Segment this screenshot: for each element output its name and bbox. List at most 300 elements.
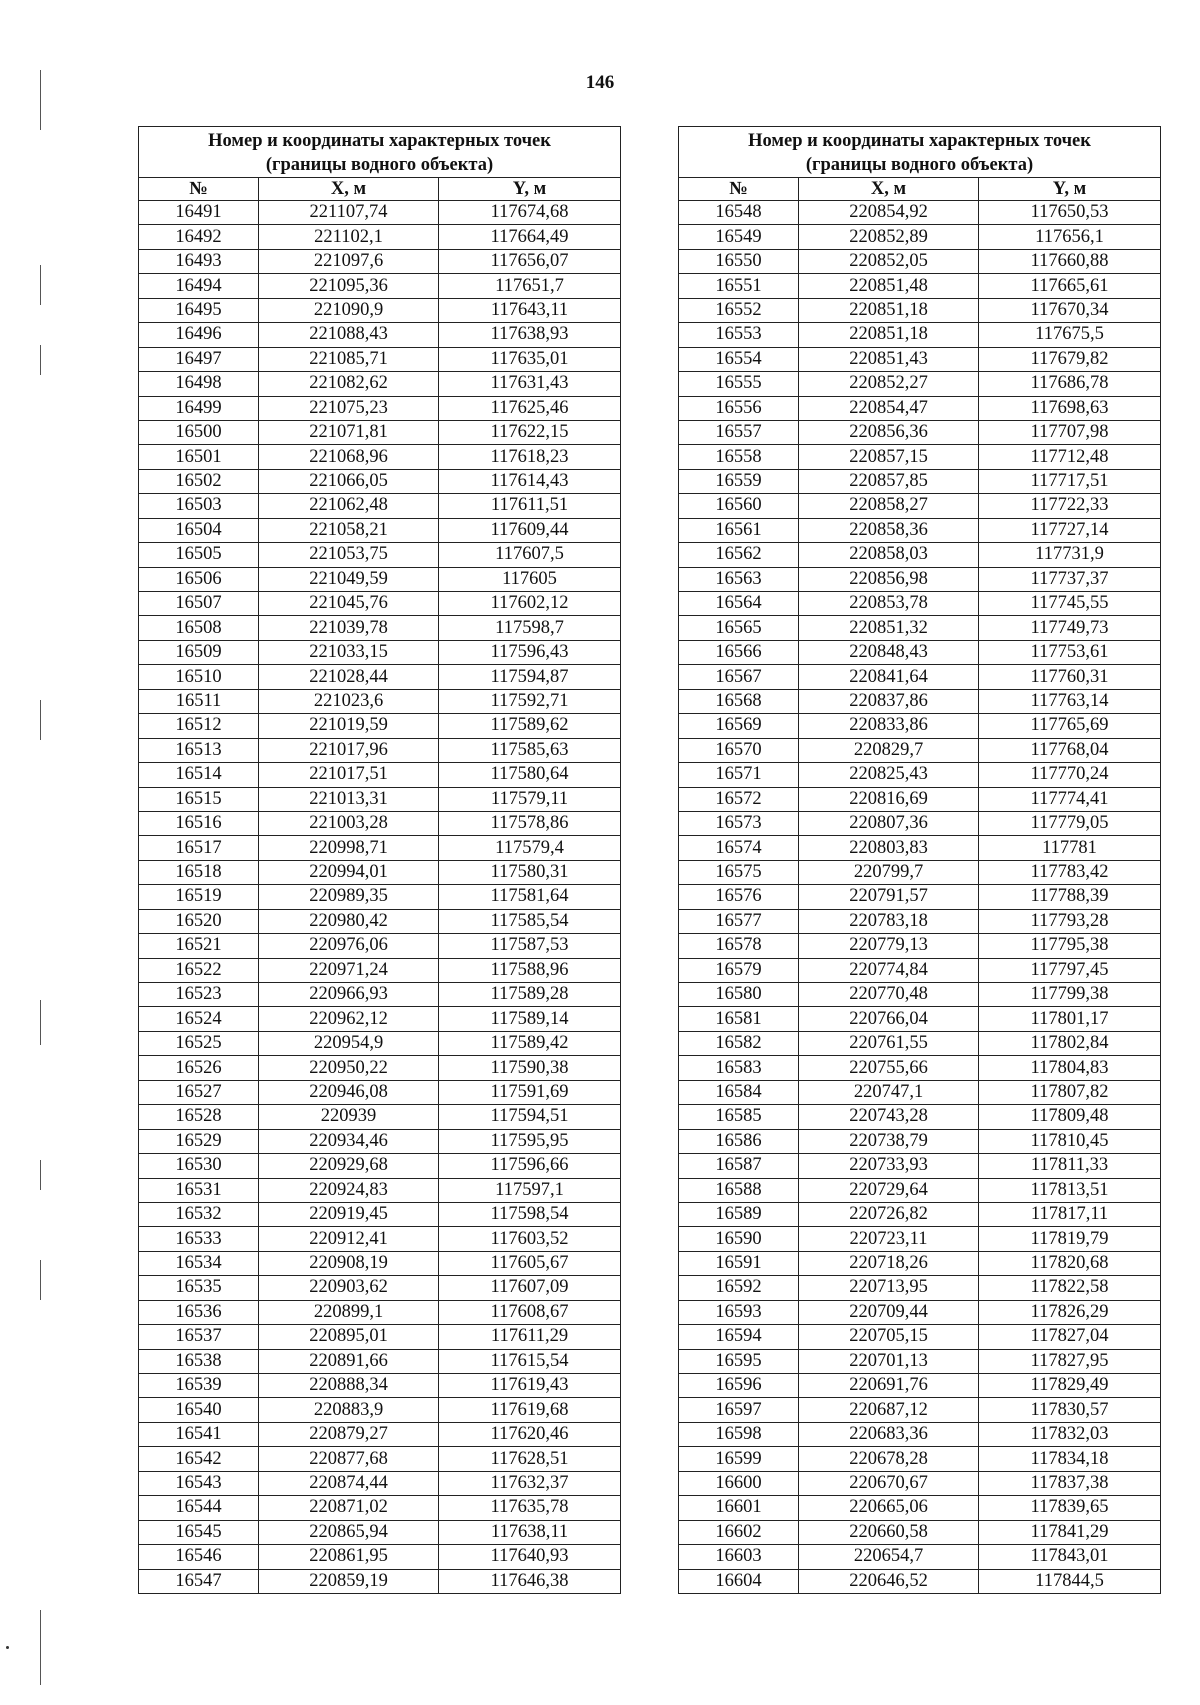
- point-number-cell: 16537: [139, 1325, 259, 1349]
- x-coordinate-cell: 220683,36: [799, 1422, 979, 1446]
- x-coordinate-cell: 220998,71: [259, 836, 439, 860]
- y-coordinate-cell: 117625,46: [439, 396, 621, 420]
- x-coordinate-cell: 220946,08: [259, 1080, 439, 1104]
- table-row: [679, 909, 1161, 933]
- y-coordinate-cell: 117643,11: [439, 298, 621, 322]
- x-coordinate-cell: 221066,05: [259, 469, 439, 493]
- x-coordinate-cell: 220854,92: [799, 201, 979, 225]
- caption-line-2: (границы водного объекта): [265, 155, 494, 175]
- x-coordinate-cell: 221075,23: [259, 396, 439, 420]
- x-coordinate-cell: 220858,03: [799, 543, 979, 567]
- x-coordinate-cell: 220857,85: [799, 469, 979, 493]
- point-number-cell: 16513: [139, 738, 259, 762]
- x-coordinate-cell: 221003,28: [259, 811, 439, 835]
- x-coordinate-cell: 221023,6: [259, 689, 439, 713]
- x-coordinate-cell: 220989,35: [259, 885, 439, 909]
- table-row: [139, 445, 621, 469]
- y-coordinate-cell: 117622,15: [439, 420, 621, 444]
- table-row: [139, 665, 621, 689]
- y-coordinate-cell: 117656,1: [979, 225, 1161, 249]
- x-coordinate-cell: 221049,59: [259, 567, 439, 591]
- x-coordinate-cell: 220854,47: [799, 396, 979, 420]
- x-coordinate-cell: 220733,93: [799, 1154, 979, 1178]
- y-coordinate-cell: 117665,61: [979, 274, 1161, 298]
- point-number-cell: 16576: [679, 885, 799, 909]
- x-coordinate-cell: 220852,89: [799, 225, 979, 249]
- table-row: [139, 469, 621, 493]
- x-coordinate-cell: 221082,62: [259, 372, 439, 396]
- point-number-cell: 16564: [679, 592, 799, 616]
- y-coordinate-cell: 117598,54: [439, 1202, 621, 1226]
- y-coordinate-cell: 117594,51: [439, 1105, 621, 1129]
- x-coordinate-cell: 221090,9: [259, 298, 439, 322]
- y-coordinate-cell: 117737,37: [979, 567, 1161, 591]
- point-number-cell: 16597: [679, 1398, 799, 1422]
- point-number-cell: 16525: [139, 1031, 259, 1055]
- point-number-cell: 16492: [139, 225, 259, 249]
- y-coordinate-cell: 117826,29: [979, 1300, 1161, 1324]
- point-number-cell: 16555: [679, 372, 799, 396]
- point-number-cell: 16516: [139, 811, 259, 835]
- point-number-cell: 16571: [679, 763, 799, 787]
- y-coordinate-cell: 117605,67: [439, 1251, 621, 1275]
- point-number-cell: 16584: [679, 1080, 799, 1104]
- point-number-cell: 16508: [139, 616, 259, 640]
- table-row: [139, 1178, 621, 1202]
- y-coordinate-cell: 117760,31: [979, 665, 1161, 689]
- point-number-cell: 16574: [679, 836, 799, 860]
- y-coordinate-cell: 117813,51: [979, 1178, 1161, 1202]
- table-row: [139, 1080, 621, 1104]
- table-row: [139, 518, 621, 542]
- x-coordinate-cell: 220891,66: [259, 1349, 439, 1373]
- x-coordinate-cell: 220950,22: [259, 1056, 439, 1080]
- table-row: [139, 738, 621, 762]
- point-number-cell: 16596: [679, 1374, 799, 1398]
- y-coordinate-cell: 117675,5: [979, 323, 1161, 347]
- x-coordinate-cell: 220976,06: [259, 934, 439, 958]
- y-coordinate-cell: 117670,34: [979, 298, 1161, 322]
- table-row: [679, 1545, 1161, 1569]
- x-coordinate-cell: 220851,32: [799, 616, 979, 640]
- y-coordinate-cell: 117817,11: [979, 1202, 1161, 1226]
- x-coordinate-cell: 220670,67: [799, 1471, 979, 1495]
- scan-artifact: [40, 1000, 41, 1045]
- x-coordinate-cell: 220747,1: [799, 1080, 979, 1104]
- x-coordinate-cell: 220709,44: [799, 1300, 979, 1324]
- caption-line-2: (границы водного объекта): [805, 155, 1034, 175]
- x-coordinate-cell: 220766,04: [799, 1007, 979, 1031]
- y-coordinate-cell: 117585,63: [439, 738, 621, 762]
- point-number-cell: 16515: [139, 787, 259, 811]
- caption-line-1: Номер и координаты характерных точек: [748, 131, 1091, 151]
- table-row: [139, 787, 621, 811]
- point-number-cell: 16587: [679, 1154, 799, 1178]
- point-number-cell: 16590: [679, 1227, 799, 1251]
- table-row: [679, 885, 1161, 909]
- table-row: [679, 1471, 1161, 1495]
- table-row: [139, 1300, 621, 1324]
- y-coordinate-cell: 117638,11: [439, 1520, 621, 1544]
- point-number-cell: 16522: [139, 958, 259, 982]
- table-body: [139, 201, 621, 1594]
- column-header-y: Y, м: [439, 178, 621, 201]
- x-coordinate-cell: 220883,9: [259, 1398, 439, 1422]
- table-row: [679, 201, 1161, 225]
- table-row: [139, 1129, 621, 1153]
- point-number-cell: 16568: [679, 689, 799, 713]
- table-row: [679, 1520, 1161, 1544]
- point-number-cell: 16506: [139, 567, 259, 591]
- point-number-cell: 16565: [679, 616, 799, 640]
- point-number-cell: 16526: [139, 1056, 259, 1080]
- table-row: [139, 347, 621, 371]
- y-coordinate-cell: 117822,58: [979, 1276, 1161, 1300]
- table-row: [139, 1251, 621, 1275]
- y-coordinate-cell: 117602,12: [439, 592, 621, 616]
- point-number-cell: 16563: [679, 567, 799, 591]
- y-coordinate-cell: 117788,39: [979, 885, 1161, 909]
- point-number-cell: 16594: [679, 1325, 799, 1349]
- point-number-cell: 16582: [679, 1031, 799, 1055]
- y-coordinate-cell: 117809,48: [979, 1105, 1161, 1129]
- x-coordinate-cell: 220738,79: [799, 1129, 979, 1153]
- x-coordinate-cell: 220665,06: [799, 1496, 979, 1520]
- table-row: [139, 249, 621, 273]
- table-row: [139, 909, 621, 933]
- x-coordinate-cell: 220858,27: [799, 494, 979, 518]
- y-coordinate-cell: 117596,66: [439, 1154, 621, 1178]
- y-coordinate-cell: 117801,17: [979, 1007, 1161, 1031]
- table-row: [139, 1227, 621, 1251]
- point-number-cell: 16533: [139, 1227, 259, 1251]
- table-row: [679, 689, 1161, 713]
- y-coordinate-cell: 117804,83: [979, 1056, 1161, 1080]
- point-number-cell: 16532: [139, 1202, 259, 1226]
- table-row: [679, 983, 1161, 1007]
- y-coordinate-cell: 117579,4: [439, 836, 621, 860]
- x-coordinate-cell: 221068,96: [259, 445, 439, 469]
- x-coordinate-cell: 220903,62: [259, 1276, 439, 1300]
- y-coordinate-cell: 117829,49: [979, 1374, 1161, 1398]
- table-row: [139, 225, 621, 249]
- y-coordinate-cell: 117594,87: [439, 665, 621, 689]
- y-coordinate-cell: 117717,51: [979, 469, 1161, 493]
- point-number-cell: 16546: [139, 1545, 259, 1569]
- x-coordinate-cell: 220755,66: [799, 1056, 979, 1080]
- table-row: [679, 738, 1161, 762]
- x-coordinate-cell: 220779,13: [799, 934, 979, 958]
- y-coordinate-cell: 117674,68: [439, 201, 621, 225]
- point-number-cell: 16593: [679, 1300, 799, 1324]
- x-coordinate-cell: 220853,78: [799, 592, 979, 616]
- table-row: [679, 1154, 1161, 1178]
- x-coordinate-cell: 221088,43: [259, 323, 439, 347]
- point-number-cell: 16520: [139, 909, 259, 933]
- table-row: [139, 811, 621, 835]
- point-number-cell: 16575: [679, 860, 799, 884]
- table-row: [679, 1105, 1161, 1129]
- y-coordinate-cell: 117579,11: [439, 787, 621, 811]
- table-row: [679, 347, 1161, 371]
- table-row: [679, 714, 1161, 738]
- table-row: [139, 1105, 621, 1129]
- y-coordinate-cell: 117841,29: [979, 1520, 1161, 1544]
- x-coordinate-cell: 221045,76: [259, 592, 439, 616]
- table-row: [139, 420, 621, 444]
- x-coordinate-cell: 220919,45: [259, 1202, 439, 1226]
- point-number-cell: 16500: [139, 420, 259, 444]
- scan-artifact: [40, 1610, 41, 1685]
- y-coordinate-cell: 117843,01: [979, 1545, 1161, 1569]
- table-row: [139, 1325, 621, 1349]
- table-row: [679, 1569, 1161, 1593]
- y-coordinate-cell: 117619,43: [439, 1374, 621, 1398]
- table-row: [679, 1129, 1161, 1153]
- point-number-cell: 16549: [679, 225, 799, 249]
- y-coordinate-cell: 117844,5: [979, 1569, 1161, 1593]
- x-coordinate-cell: 220971,24: [259, 958, 439, 982]
- point-number-cell: 16583: [679, 1056, 799, 1080]
- table-row: [139, 1545, 621, 1569]
- point-number-cell: 16543: [139, 1471, 259, 1495]
- y-coordinate-cell: 117664,49: [439, 225, 621, 249]
- x-coordinate-cell: 220701,13: [799, 1349, 979, 1373]
- x-coordinate-cell: 220874,44: [259, 1471, 439, 1495]
- point-number-cell: 16491: [139, 201, 259, 225]
- y-coordinate-cell: 117679,82: [979, 347, 1161, 371]
- point-number-cell: 16530: [139, 1154, 259, 1178]
- table-row: [679, 494, 1161, 518]
- x-coordinate-cell: 221095,36: [259, 274, 439, 298]
- y-coordinate-cell: 117608,67: [439, 1300, 621, 1324]
- point-number-cell: 16535: [139, 1276, 259, 1300]
- x-coordinate-cell: 221039,78: [259, 616, 439, 640]
- y-coordinate-cell: 117832,03: [979, 1422, 1161, 1446]
- point-number-cell: 16534: [139, 1251, 259, 1275]
- table-row: [139, 1471, 621, 1495]
- point-number-cell: 16519: [139, 885, 259, 909]
- x-coordinate-cell: 221107,74: [259, 201, 439, 225]
- point-number-cell: 16572: [679, 787, 799, 811]
- x-coordinate-cell: 220848,43: [799, 640, 979, 664]
- y-coordinate-cell: 117765,69: [979, 714, 1161, 738]
- table-row: [679, 372, 1161, 396]
- y-coordinate-cell: 117611,29: [439, 1325, 621, 1349]
- point-number-cell: 16585: [679, 1105, 799, 1129]
- y-coordinate-cell: 117607,09: [439, 1276, 621, 1300]
- y-coordinate-cell: 117580,31: [439, 860, 621, 884]
- column-header-x: X, м: [259, 178, 439, 201]
- x-coordinate-cell: 220841,64: [799, 665, 979, 689]
- x-coordinate-cell: 220856,36: [799, 420, 979, 444]
- x-coordinate-cell: 220851,43: [799, 347, 979, 371]
- point-number-cell: 16504: [139, 518, 259, 542]
- table-row: [139, 1422, 621, 1446]
- table-row: [139, 372, 621, 396]
- y-coordinate-cell: 117763,14: [979, 689, 1161, 713]
- x-coordinate-cell: 220783,18: [799, 909, 979, 933]
- y-coordinate-cell: 117781: [979, 836, 1161, 860]
- y-coordinate-cell: 117589,28: [439, 983, 621, 1007]
- x-coordinate-cell: 220871,02: [259, 1496, 439, 1520]
- x-coordinate-cell: 220770,48: [799, 983, 979, 1007]
- caption-line-1: Номер и координаты характерных точек: [208, 131, 551, 151]
- point-number-cell: 16566: [679, 640, 799, 664]
- table-row: [679, 665, 1161, 689]
- x-coordinate-cell: 220877,68: [259, 1447, 439, 1471]
- table-row: [139, 860, 621, 884]
- x-coordinate-cell: 220718,26: [799, 1251, 979, 1275]
- x-coordinate-cell: 220858,36: [799, 518, 979, 542]
- x-coordinate-cell: 220807,36: [799, 811, 979, 835]
- table-row: [679, 323, 1161, 347]
- y-coordinate-cell: 117820,68: [979, 1251, 1161, 1275]
- x-coordinate-cell: 220726,82: [799, 1202, 979, 1226]
- scan-artifact: [40, 265, 41, 305]
- y-coordinate-cell: 117640,93: [439, 1545, 621, 1569]
- x-coordinate-cell: 221097,6: [259, 249, 439, 273]
- y-coordinate-cell: 117807,82: [979, 1080, 1161, 1104]
- point-number-cell: 16562: [679, 543, 799, 567]
- table-row: [679, 1374, 1161, 1398]
- y-coordinate-cell: 117830,57: [979, 1398, 1161, 1422]
- y-coordinate-cell: 117587,53: [439, 934, 621, 958]
- x-coordinate-cell: 220912,41: [259, 1227, 439, 1251]
- table-row: [679, 836, 1161, 860]
- x-coordinate-cell: 220908,19: [259, 1251, 439, 1275]
- point-number-cell: 16553: [679, 323, 799, 347]
- table-row: [139, 958, 621, 982]
- x-coordinate-cell: 220729,64: [799, 1178, 979, 1202]
- x-coordinate-cell: 220851,18: [799, 323, 979, 347]
- y-coordinate-cell: 117605: [439, 567, 621, 591]
- x-coordinate-cell: 220939: [259, 1105, 439, 1129]
- x-coordinate-cell: 220743,28: [799, 1105, 979, 1129]
- table-caption: [679, 127, 1161, 178]
- x-coordinate-cell: 221017,96: [259, 738, 439, 762]
- point-number-cell: 16604: [679, 1569, 799, 1593]
- x-coordinate-cell: 220654,7: [799, 1545, 979, 1569]
- y-coordinate-cell: 117588,96: [439, 958, 621, 982]
- x-coordinate-cell: 221013,31: [259, 787, 439, 811]
- table-row: [139, 885, 621, 909]
- table-row: [679, 1227, 1161, 1251]
- table-row: [679, 1276, 1161, 1300]
- x-coordinate-cell: 220691,76: [799, 1374, 979, 1398]
- table-row: [679, 1080, 1161, 1104]
- point-number-cell: 16511: [139, 689, 259, 713]
- table-row: [139, 1496, 621, 1520]
- x-coordinate-cell: 220825,43: [799, 763, 979, 787]
- y-coordinate-cell: 117615,54: [439, 1349, 621, 1373]
- table-row: [679, 1007, 1161, 1031]
- y-coordinate-cell: 117783,42: [979, 860, 1161, 884]
- x-coordinate-cell: 220829,7: [799, 738, 979, 762]
- y-coordinate-cell: 117837,38: [979, 1471, 1161, 1495]
- point-number-cell: 16545: [139, 1520, 259, 1544]
- x-coordinate-cell: 220856,98: [799, 567, 979, 591]
- y-coordinate-cell: 117753,61: [979, 640, 1161, 664]
- table-row: [139, 543, 621, 567]
- y-coordinate-cell: 117770,24: [979, 763, 1161, 787]
- y-coordinate-cell: 117827,04: [979, 1325, 1161, 1349]
- table-row: [679, 640, 1161, 664]
- x-coordinate-cell: 220660,58: [799, 1520, 979, 1544]
- point-number-cell: 16595: [679, 1349, 799, 1373]
- table-row: [139, 983, 621, 1007]
- table-row: [679, 298, 1161, 322]
- x-coordinate-cell: 220865,94: [259, 1520, 439, 1544]
- table-row: [679, 1251, 1161, 1275]
- x-coordinate-cell: 220851,18: [799, 298, 979, 322]
- x-coordinate-cell: 220687,12: [799, 1398, 979, 1422]
- table-row: [679, 1178, 1161, 1202]
- point-number-cell: 16558: [679, 445, 799, 469]
- point-number-cell: 16538: [139, 1349, 259, 1373]
- table-row: [139, 494, 621, 518]
- table-row: [679, 763, 1161, 787]
- x-coordinate-cell: 221033,15: [259, 640, 439, 664]
- x-coordinate-cell: 220713,95: [799, 1276, 979, 1300]
- y-coordinate-cell: 117827,95: [979, 1349, 1161, 1373]
- column-header-number: №: [139, 178, 259, 201]
- point-number-cell: 16496: [139, 323, 259, 347]
- x-coordinate-cell: 220954,9: [259, 1031, 439, 1055]
- y-coordinate-cell: 117698,63: [979, 396, 1161, 420]
- table-row: [139, 1374, 621, 1398]
- y-coordinate-cell: 117635,01: [439, 347, 621, 371]
- point-number-cell: 16602: [679, 1520, 799, 1544]
- y-coordinate-cell: 117578,86: [439, 811, 621, 835]
- x-coordinate-cell: 220861,95: [259, 1545, 439, 1569]
- point-number-cell: 16601: [679, 1496, 799, 1520]
- point-number-cell: 16502: [139, 469, 259, 493]
- point-number-cell: 16570: [679, 738, 799, 762]
- x-coordinate-cell: 220851,48: [799, 274, 979, 298]
- table-row: [679, 518, 1161, 542]
- x-coordinate-cell: 220895,01: [259, 1325, 439, 1349]
- y-coordinate-cell: 117795,38: [979, 934, 1161, 958]
- table-row: [139, 640, 621, 664]
- table-row: [679, 958, 1161, 982]
- point-number-cell: 16540: [139, 1398, 259, 1422]
- y-coordinate-cell: 117618,23: [439, 445, 621, 469]
- table-row: [139, 714, 621, 738]
- table-row: [139, 934, 621, 958]
- x-coordinate-cell: 220723,11: [799, 1227, 979, 1251]
- point-number-cell: 16541: [139, 1422, 259, 1446]
- y-coordinate-cell: 117650,53: [979, 201, 1161, 225]
- table-row: [139, 1007, 621, 1031]
- table-row: [139, 616, 621, 640]
- point-number-cell: 16580: [679, 983, 799, 1007]
- x-coordinate-cell: 220837,86: [799, 689, 979, 713]
- table-row: [139, 567, 621, 591]
- table-row: [139, 836, 621, 860]
- point-number-cell: 16529: [139, 1129, 259, 1153]
- point-number-cell: 16539: [139, 1374, 259, 1398]
- y-coordinate-cell: 117731,9: [979, 543, 1161, 567]
- table-row: [679, 445, 1161, 469]
- y-coordinate-cell: 117611,51: [439, 494, 621, 518]
- point-number-cell: 16505: [139, 543, 259, 567]
- table-row: [139, 1202, 621, 1226]
- y-coordinate-cell: 117614,43: [439, 469, 621, 493]
- x-coordinate-cell: 220646,52: [799, 1569, 979, 1593]
- x-coordinate-cell: 220929,68: [259, 1154, 439, 1178]
- y-coordinate-cell: 117686,78: [979, 372, 1161, 396]
